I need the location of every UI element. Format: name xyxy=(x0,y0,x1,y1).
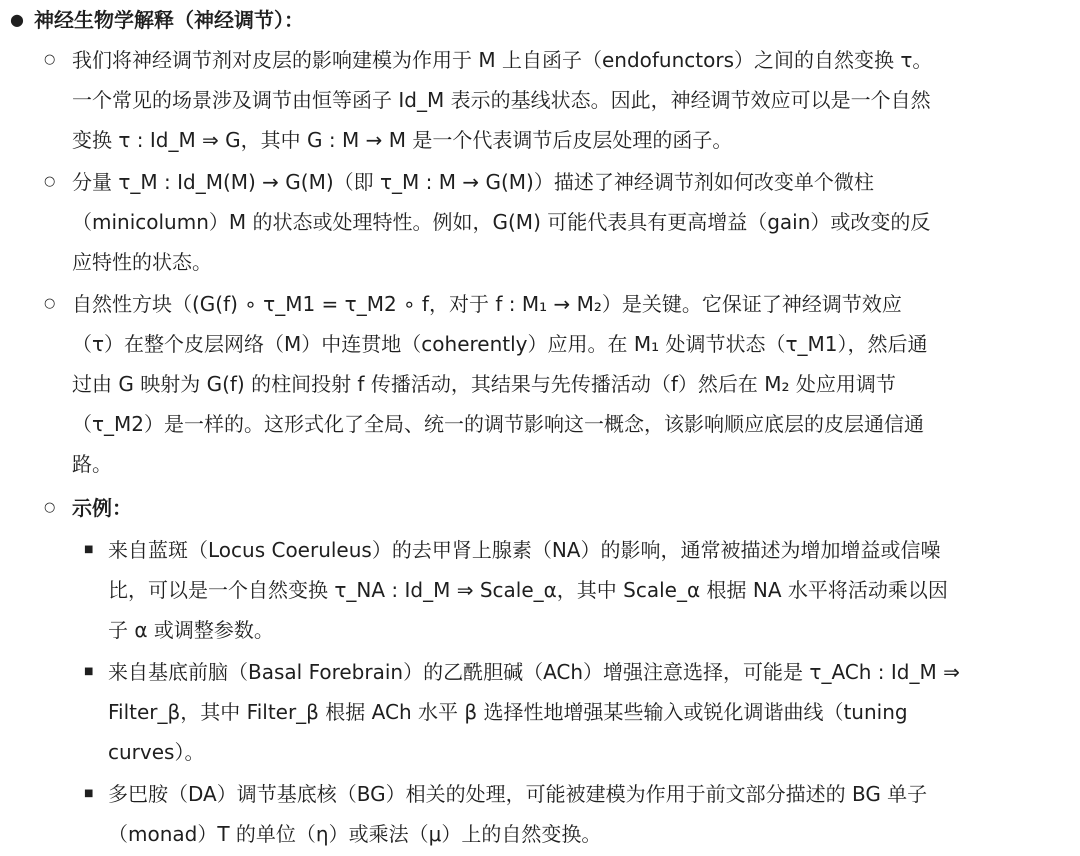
paragraph-line: 来自蓝斑（Locus Coeruleus）的去甲肾上腺素（NA）的影响，通常被描述为增加增益或信噪 xyxy=(108,538,941,562)
bullet-square: ■ xyxy=(84,788,94,799)
paragraph-line: 应特性的状态。 xyxy=(72,250,212,274)
paragraph-line: 自然性方块（(G(f) ∘ τ_M1 = τ_M2 ∘ f，对于 f : M₁ → M₂）是关键。它保证了神经调节效应 xyxy=(72,292,902,316)
paragraph-line: 过由 G 映射为 G(f) 的柱间投射 f 传播活动，其结果与先传播活动（f）然后在 M₂ 处应用调节 xyxy=(72,372,896,396)
paragraph-line: （monad）T 的单位（η）或乘法（μ）上的自然变换。 xyxy=(108,822,602,846)
bullet-square: ■ xyxy=(84,544,94,555)
paragraph-line: 一个常见的场景涉及调节由恒等函子 Id_M 表示的基线状态。因此，神经调节效应可以是一个自然 xyxy=(72,88,931,112)
paragraph-line: （τ_M2）是一样的。这形式化了全局、统一的调节影响这一概念，该影响顺应底层的皮层通信通 xyxy=(72,412,925,436)
paragraph-line: 分量 τ_M : Id_M(M) → G(M)（即 τ_M : M → G(M)）描述了神经调节剂如何改变单个微柱 xyxy=(72,170,874,194)
paragraph-line: 来自基底前脑（Basal Forebrain）的乙酰胆碱（ACh）增强注意选择，可能是 τ_ACh : Id_M ⇒ xyxy=(108,660,960,684)
bullet-circle: ○ xyxy=(44,296,56,311)
paragraph-line: 多巴胺（DA）调节基底核（BG）相关的处理，可能被建模为作用于前文部分描述的 BG 单子 xyxy=(108,782,928,806)
paragraph-line: 变换 τ : Id_M ⇒ G，其中 G : M → M 是一个代表调节后皮层处理的函子。 xyxy=(72,128,733,152)
paragraph-line: 路。 xyxy=(72,452,112,476)
paragraph-line: 比，可以是一个自然变换 τ_NA : Id_M ⇒ Scale_α，其中 Scale_α 根据 NA 水平将活动乘以因 xyxy=(108,578,948,602)
bullet-disc: ● xyxy=(10,10,24,29)
bullet-circle: ○ xyxy=(44,500,56,515)
examples-label: 示例： xyxy=(72,496,132,520)
paragraph-line: Filter_β，其中 Filter_β 根据 ACh 水平 β 选择性地增强某些输入或锐化调谐曲线（tuning xyxy=(108,700,908,724)
section-heading: 神经生物学解释（神经调节）： xyxy=(34,8,304,32)
paragraph-line: 子 α 或调整参数。 xyxy=(108,618,274,642)
paragraph-line: curves）。 xyxy=(108,740,205,764)
bullet-circle: ○ xyxy=(44,174,56,189)
paragraph-line: 我们将神经调节剂对皮层的影响建模为作用于 M 上自函子（endofunctors）之间的自然变换 τ。 xyxy=(72,48,933,72)
paragraph-line: （minicolumn）M 的状态或处理特性。例如，G(M) 可能代表具有更高增益（gain）或改变的反 xyxy=(72,210,931,234)
paragraph-line: （τ）在整个皮层网络（M）中连贯地（coherently）应用。在 M₁ 处调节状态（τ_M1），然后通 xyxy=(72,332,928,356)
bullet-circle: ○ xyxy=(44,52,56,67)
bullet-square: ■ xyxy=(84,666,94,677)
